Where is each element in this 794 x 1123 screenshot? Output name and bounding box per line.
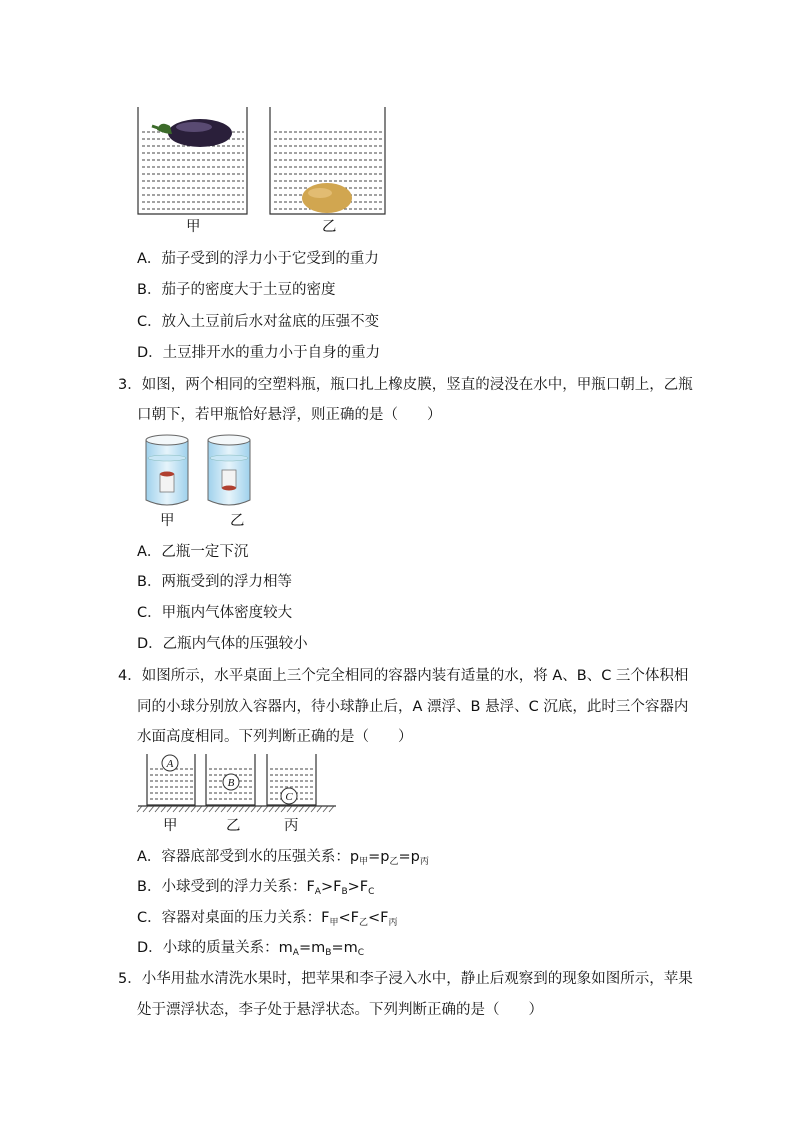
q2-option-b: B．茄子的密度大于土豆的密度: [137, 282, 336, 298]
ball-b-label: B: [227, 777, 235, 789]
q4-option-b: B．小球受到的浮力关系：$F_A>F_B>F_C$: [137, 879, 375, 897]
q3-option-c: C．甲瓶内气体密度较大: [137, 605, 293, 621]
ball-c-label: C: [285, 791, 293, 803]
q4-option-c: C．容器对桌面的压力关系：$F_甲<F_乙<F_丙$: [137, 910, 398, 928]
container-label-yi: 乙: [226, 818, 241, 834]
q4-stem-line1: 4．如图所示，水平桌面上三个完全相同的容器内装有适量的水，将 A、B、C 三个体积相: [118, 668, 689, 684]
q5-stem-line1: 5．小华用盐水清洗水果时，把苹果和李子浸入水中，静止后观察到的现象如图所示，苹果: [118, 971, 693, 987]
ball-a-label: A: [166, 758, 174, 770]
q3-option-a: A．乙瓶一定下沉: [137, 544, 249, 560]
q5-stem-line2: 处于漂浮状态，李子处于悬浮状态。下列判断正确的是（ ）: [137, 1002, 543, 1018]
q2-option-a: A．茄子受到的浮力小于它受到的重力: [137, 251, 379, 267]
q4-option-a: A．容器底部受到水的压强关系：$p_甲=p_乙=p_丙$: [137, 849, 429, 867]
q3-option-b: B．两瓶受到的浮力相等: [137, 574, 292, 590]
q2-option-c: C．放入土豆前后水对盆底的压强不变: [137, 314, 380, 330]
figure1-label-left: 甲: [186, 219, 201, 235]
q3-figure-label-right: 乙: [230, 513, 245, 529]
q3-option-d: D．乙瓶内气体的压强较小: [137, 636, 308, 652]
q4-option-d: D．小球的质量关系：$m_A=m_B=m_C$: [137, 940, 365, 958]
container-label-jia: 甲: [163, 818, 178, 834]
q3-stem-line2: 口朝下，若甲瓶恰好悬浮，则正确的是（ ）: [137, 407, 442, 423]
q3-stem-line1: 3．如图，两个相同的空塑料瓶，瓶口扎上橡皮膜，竖直的浸没在水中，甲瓶口朝上，乙瓶: [118, 377, 693, 393]
q4-stem-line3: 水面高度相同。下列判断正确的是（ ）: [137, 729, 413, 745]
q2-option-d: D．土豆排开水的重力小于自身的重力: [137, 345, 381, 361]
container-label-bing: 丙: [284, 818, 299, 834]
q3-figure-label-left: 甲: [160, 513, 175, 529]
figure1-label-right: 乙: [322, 219, 337, 235]
q4-stem-line2: 同的小球分别放入容器内，待小球静止后，A 漂浮、B 悬浮、C 沉底，此时三个容器内: [137, 699, 689, 715]
